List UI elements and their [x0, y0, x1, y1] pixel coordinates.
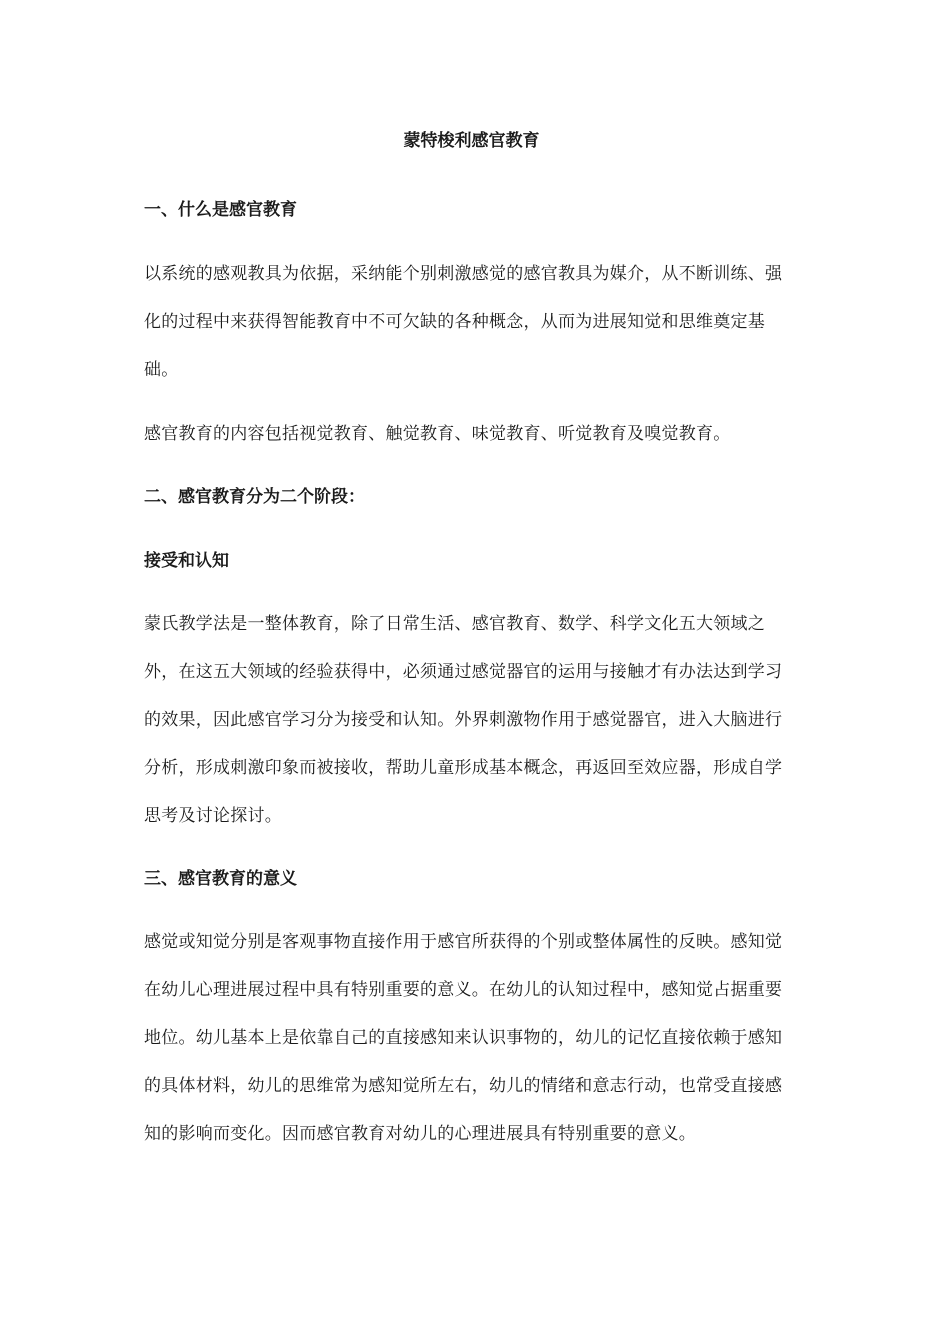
document-title: 蒙特梭利感官教育: [403, 131, 540, 151]
section-2-paragraph-1: 蒙氏教学法是一整体教育，除了日常生活、感官教育、数学、科学文化五大领域之外，在这五大领域的经验获得中，必须通过感觉器官的运用与接触才有办法达到学习的效果，因此感官学习分为接受和认知。外界刺激物作用于感觉器官，进入大脑进行分析，形成刺激印象而被接收，帮助儿童形成基本概念，再返回至效应器，形成自学思考及讨论探讨。: [144, 614, 783, 826]
section-1-paragraph-2: 感官教育的内容包括视觉教育、触觉教育、味觉教育、听觉教育及嗅觉教育。: [144, 424, 731, 444]
section-heading-2: 二、感官教育分为二个阶段：: [144, 487, 365, 507]
section-heading-1: 一、什么是感官教育: [144, 200, 297, 220]
section-3-paragraph-1: 感觉或知觉分别是客观事物直接作用于感官所获得的个别或整体属性的反映。感知觉在幼儿心理进展过程中具有特别重要的意义。在幼儿的认知过程中，感知觉占据重要地位。幼儿基本上是依靠自己的直接感知来认识事物的，幼儿的记忆直接依赖于感知的具体材料，幼儿的思维常为感知觉所左右，幼儿的情绪和意志行动，也常受直接感知的影响而变化。因而感官教育对幼儿的心理进展具有特别重要的意义。: [144, 932, 783, 1144]
section-1-paragraph-1: 以系统的感观教具为依据，采纳能个别刺激感觉的感官教具为媒介，从不断训练、强化的过程中来获得智能教育中不可欠缺的各种概念，从而为进展知觉和思维奠定基础。: [144, 264, 783, 380]
section-heading-3: 三、感官教育的意义: [144, 869, 297, 889]
section-2-subheading: 接受和认知: [144, 551, 229, 571]
